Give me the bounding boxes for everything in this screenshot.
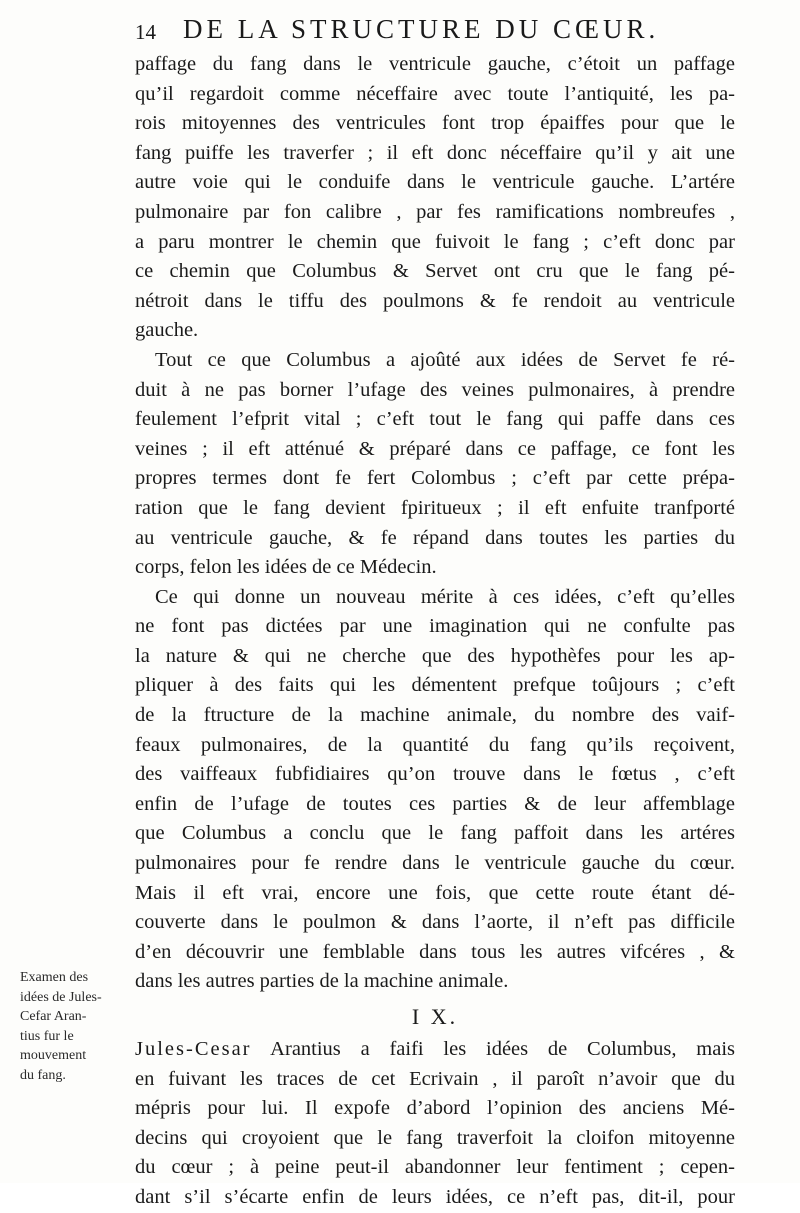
margin-note-line: Examen des	[20, 970, 89, 985]
text-line: la nature & qui ne cherche que des hypothèfes pour les ap-	[135, 644, 735, 667]
section-number: I X.	[411, 1004, 459, 1029]
paragraph	[135, 1035, 735, 1213]
text-line: rois mitoyennes des ventricules font trop épaiffes pour que le	[135, 112, 735, 135]
margin-note-line: idées de Jules-	[20, 989, 102, 1005]
text-line: qu’il regardoit comme néceffaire avec toute l’antiquité, les pa-	[135, 82, 735, 105]
text-line: mépris pour lui. Il expofe d’abord l’opinion des anciens Mé-	[135, 1097, 735, 1120]
main-text	[135, 50, 735, 1213]
text-line: ce chemin que Columbus & Servet ont cru que le fang pé-	[135, 260, 735, 283]
text-line: decins qui croyoient que le fang traverfoit la cloifon mitoyenne	[135, 1126, 735, 1149]
margin-note	[20, 968, 120, 1085]
text-line: gauche.	[135, 319, 199, 342]
text-line: autre voie qui le conduife dans le ventricule gauche. L’artére	[135, 171, 735, 194]
text-line: d’en découvrir une femblable dans tous les autres vifcéres , &	[135, 940, 735, 963]
text-line: feaux pulmonaires, de la quantité du fang qu’ils reçoivent,	[135, 733, 735, 756]
text-line: Ce qui donne un nouveau mérite à ces idées, c’eft qu’elles	[155, 585, 735, 608]
text-run: Arantius a faifi les idées de Columbus, mais	[251, 1038, 735, 1060]
text-line: pulmonaire par fon calibre , par fes ramifications nombreufes ,	[135, 200, 735, 223]
text-line: veines ; il eft atténué & préparé dans ce paffage, ce font les	[135, 437, 735, 460]
text-line: corps, felon les idées de ce Médecin.	[135, 556, 437, 579]
paragraph	[135, 583, 735, 997]
text-line: duit à ne pas borner l’ufage des veines pulmonaires, à prendre	[135, 378, 735, 401]
text-line: ne font pas dictées par une imagination qui ne confulte pas	[135, 615, 735, 638]
text-line: des vaiffeaux fubfidiaires qu’on trouve dans le fœtus , c’eft	[135, 763, 735, 786]
text-line: dans les autres parties de la machine animale.	[135, 970, 509, 993]
text-line: feulement l’efprit vital ; c’eft tout le fang qui paffe dans ces	[135, 408, 735, 431]
text-line: fang puiffe les traverfer ; il eft donc néceffaire qu’il y ait une	[135, 141, 735, 164]
text-line: couverte dans le poulmon & dans l’aorte, il n’eft pas difficile	[135, 911, 735, 934]
margin-note-line: mouvement	[20, 1048, 87, 1063]
margin-note-line: Cefar Aran-	[20, 1009, 87, 1024]
text-line: en fuivant les traces de cet Ecrivain , il paroît n’avoir que du	[135, 1067, 735, 1090]
lead-name: Jules-Cesar	[135, 1038, 252, 1060]
text-line: pulmonaires pour fe rendre dans le ventricule gauche du cœur.	[135, 852, 735, 875]
page-header	[135, 12, 735, 52]
text-line: au ventricule gauche, & fe répand dans toutes les parties du	[135, 526, 735, 549]
paragraph-continued	[135, 50, 735, 346]
text-line: pliquer à des faits qui les démentent prefque toûjours ; c’eft	[135, 674, 735, 697]
margin-note-line: tius fur le	[20, 1028, 74, 1044]
text-line: du cœur ; à peine peut-il abandonner leur fentiment ; cepen-	[135, 1156, 735, 1179]
text-line: propres termes dont fe fert Colombus ; c’eft par cette prépa-	[135, 467, 735, 490]
text-line: Mais il eft vrai, encore une fois, que cette route étant dé-	[135, 881, 735, 904]
text-line: dant s’il s’écarte enfin de leurs idées, ce n’eft pas, dit-il, pour	[135, 1185, 735, 1208]
text-line: de la ftructure de la machine animale, du nombre des vaif-	[135, 704, 735, 727]
margin-note-line: du fang.	[20, 1067, 66, 1083]
text-line: a paru montrer le chemin que fuivoit le fang ; c’eft donc par	[135, 230, 735, 253]
text-line	[135, 1035, 735, 1065]
running-title: DE LA STRUCTURE DU CŒUR.	[183, 14, 660, 44]
text-line: paffage du fang dans le ventricule gauche, c’étoit un paffage	[135, 53, 735, 75]
text-line: que Columbus a conclu que le fang paffoit dans les artéres	[135, 822, 735, 845]
page-number: 14	[135, 20, 156, 44]
text-line: Tout ce que Columbus a ajoûté aux idées de Servet fe ré-	[155, 348, 735, 371]
paragraph	[135, 346, 735, 583]
text-line: ration que le fang devient fpiritueux ; il eft enfuite tranfporté	[135, 496, 735, 519]
text-line: enfin de l’ufage de toutes ces parties & de leur affemblage	[135, 792, 735, 815]
text-line: nétroit dans le tiffu des poulmons & fe rendoit au ventricule	[135, 289, 735, 312]
